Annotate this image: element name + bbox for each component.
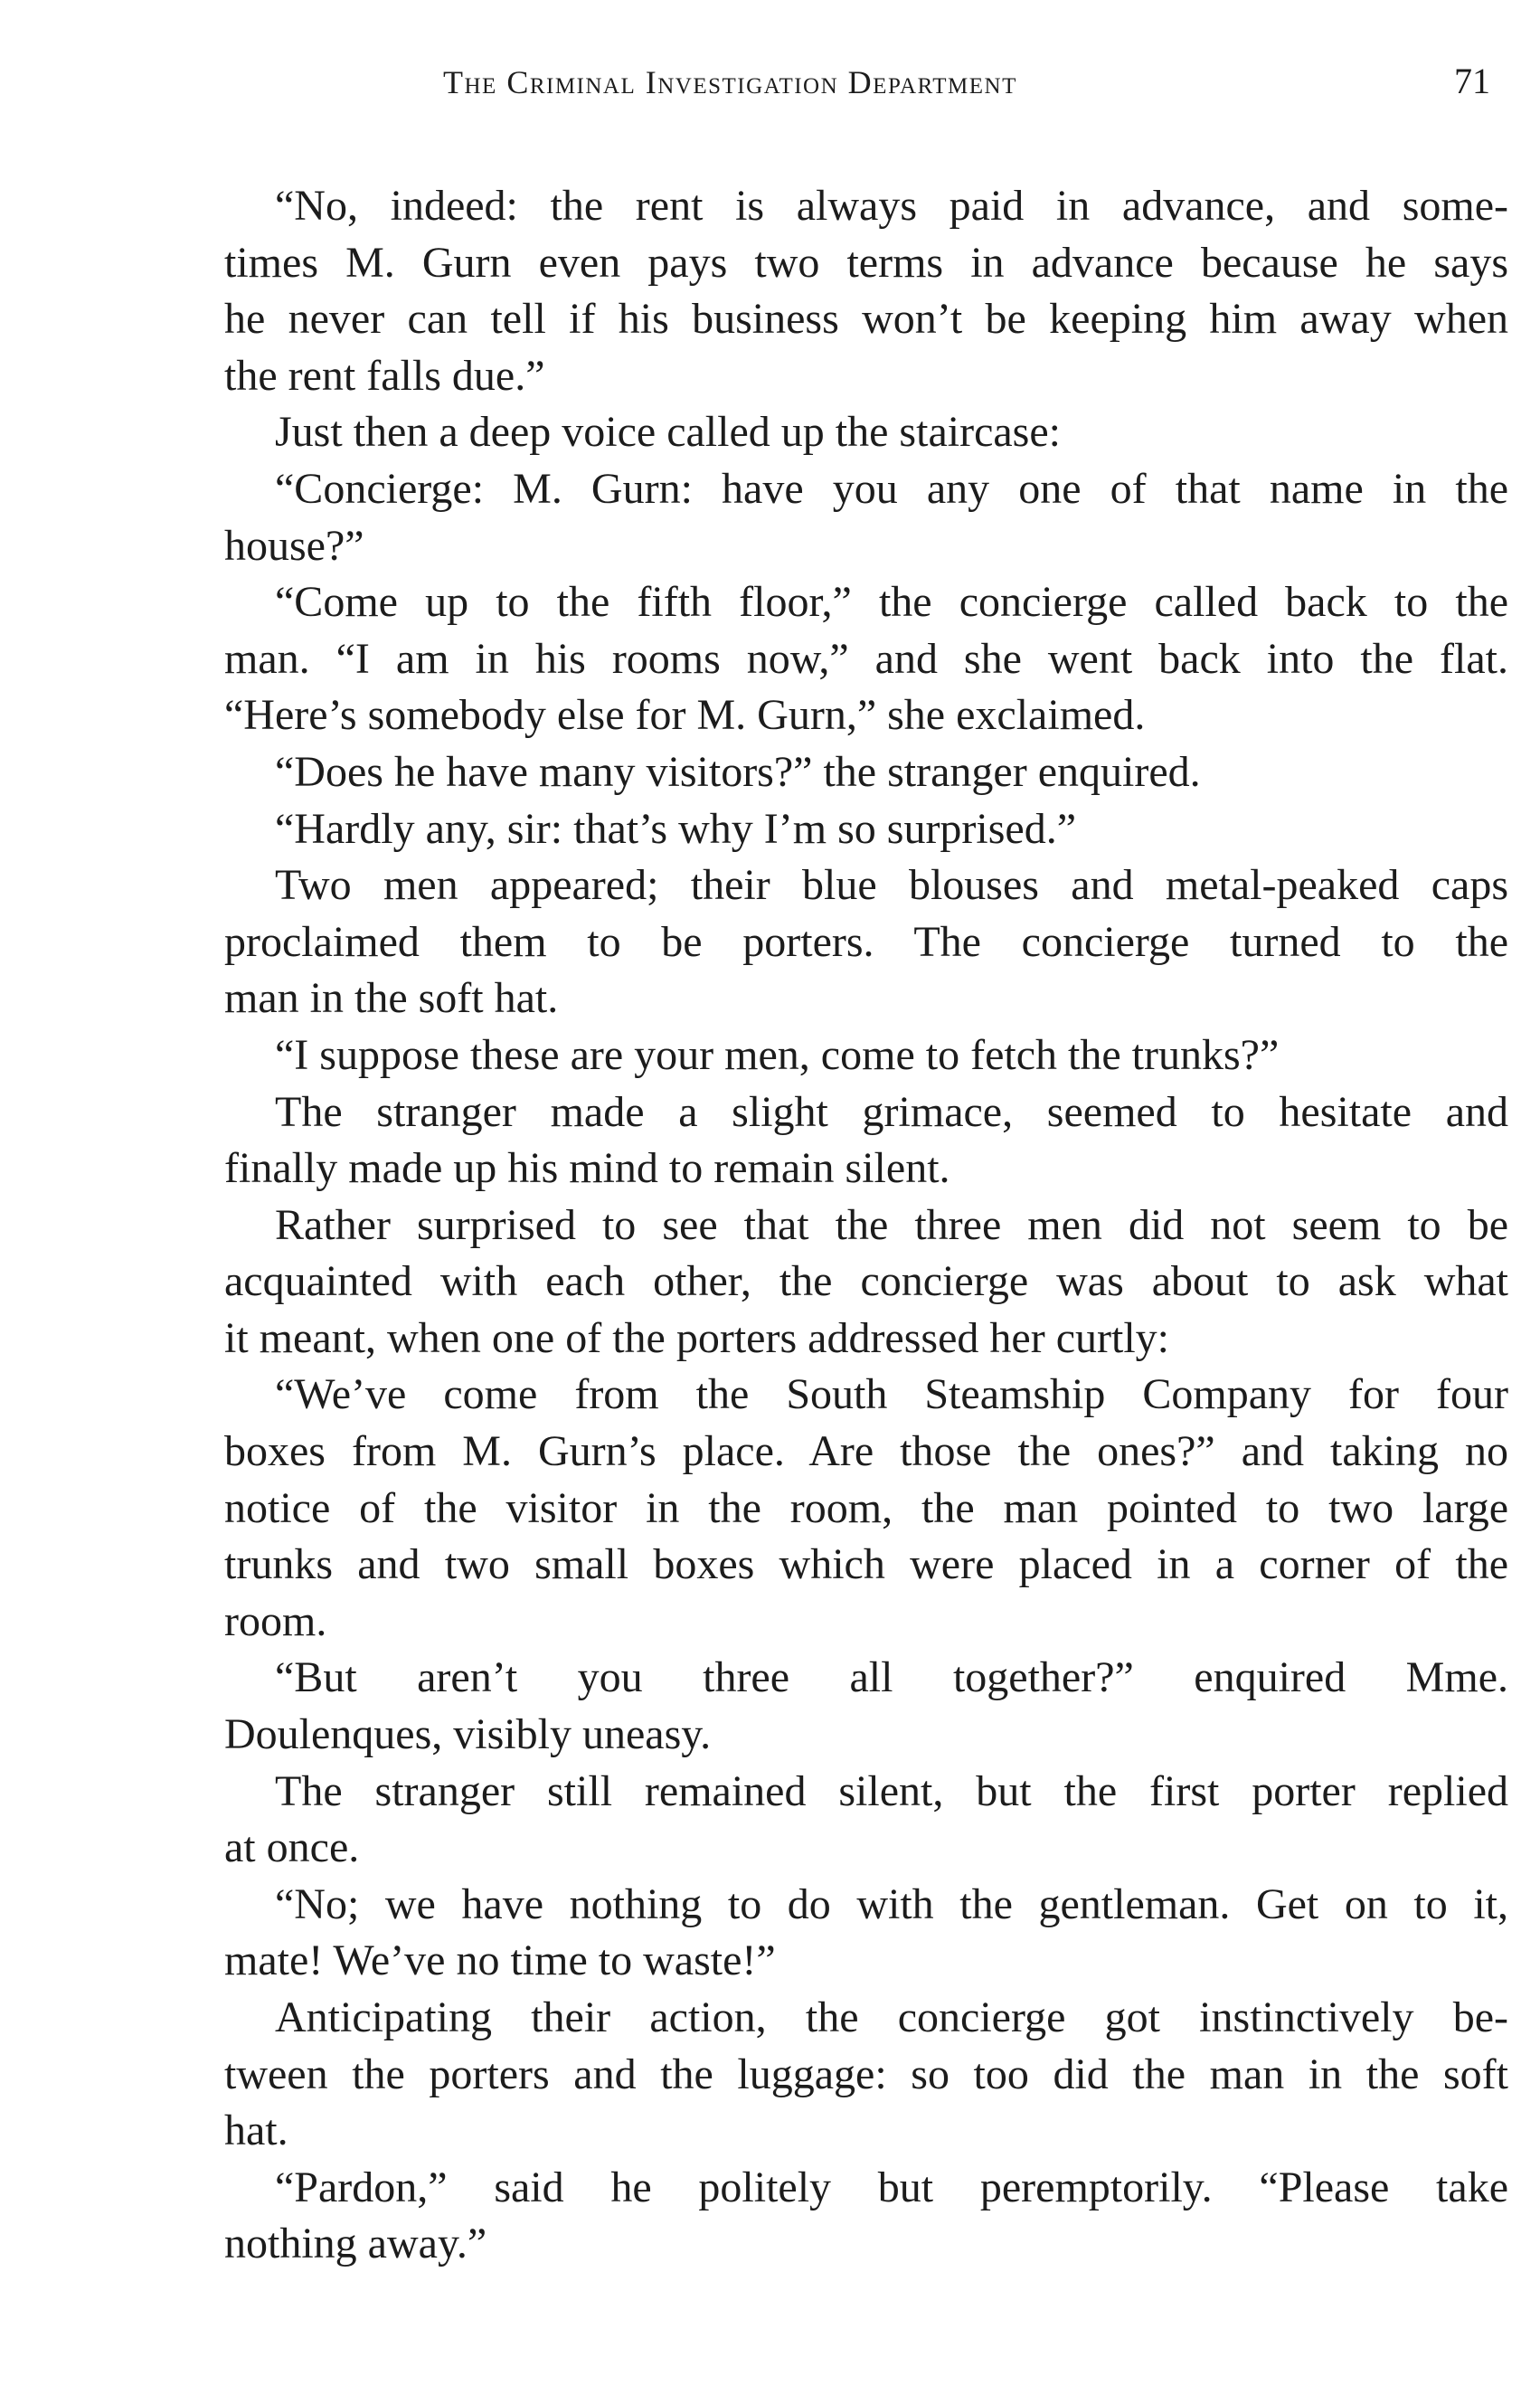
text-line: “Hardly any, sir: that’s why I’m so surprised.” [275, 804, 1077, 853]
text-line: “I suppose these are your men, come to fetch the trunks?” [275, 1030, 1280, 1079]
text-line: “No; we have nothing to do with the gentleman. Get on to it, [275, 1879, 1508, 1928]
text-line: Just then a deep voice called up the staircase: [275, 408, 1061, 457]
text-line: hat. [224, 2106, 288, 2155]
text-line: boxes from M. Gurn’s place. Are those the ones?” and taking no [224, 1427, 1508, 1476]
text-line: Anticipating their action, the concierge got instinctively be- [275, 1993, 1508, 2041]
text-line: he never can tell if his business won’t be keeping him away when [224, 295, 1508, 344]
text-line: Two men appeared; their blue blouses and metal-peaked caps [275, 861, 1508, 910]
text-line: “We’ve come from the South Steamship Company for four [275, 1370, 1508, 1419]
text-line: it meant, when one of the porters addressed her curtly: [224, 1313, 1169, 1362]
text-line: “Come up to the fifth floor,” the concierge called back to the [275, 578, 1508, 627]
text-line: “Here’s somebody else for M. Gurn,” she exclaimed. [224, 691, 1146, 740]
body-text [224, 178, 1508, 2273]
text-line: house?” [224, 521, 364, 570]
text-line: “Pardon,” said he politely but peremptorily. “Please take [275, 2163, 1508, 2211]
text-line: man. “I am in his rooms now,” and she went back into the flat. [224, 634, 1508, 683]
text-line: mate! We’ve no time to waste!” [224, 1936, 776, 1985]
text-line: the rent falls due.” [224, 351, 545, 400]
text-line: The stranger still remained silent, but the first porter replied [275, 1766, 1508, 1815]
text-line: at once. [224, 1823, 360, 1872]
text-line: acquainted with each other, the concierge was about to ask what [224, 1257, 1508, 1306]
text-line: room. [224, 1596, 327, 1645]
text-line: man in the soft hat. [224, 974, 559, 1023]
text-line: Doulenques, visibly uneasy. [224, 1710, 712, 1759]
running-head: The Criminal Investigation Department [443, 64, 1017, 100]
text-line: “Concierge: M. Gurn: have you any one of that name in the [275, 464, 1508, 513]
text-line: “But aren’t you three all together?” enquired Mme. [275, 1653, 1508, 1702]
text-line: The stranger made a slight grimace, seemed to hesitate and [275, 1087, 1508, 1136]
text-line: tween the porters and the luggage: so too did the man in the soft [224, 2049, 1508, 2098]
text-line: nothing away.” [224, 2220, 487, 2268]
text-line: “No, indeed: the rent is always paid in advance, and some- [275, 182, 1508, 230]
text-line: trunks and two small boxes which were placed in a corner of the [224, 1540, 1508, 1589]
text-line: notice of the visitor in the room, the man pointed to two large [224, 1483, 1508, 1532]
text-line: finally made up his mind to remain silent. [224, 1144, 950, 1193]
page-number: 71 [1454, 61, 1490, 101]
text-line: proclaimed them to be porters. The concierge turned to the [224, 917, 1508, 966]
text-line: Rather surprised to see that the three men did not seem to be [275, 1200, 1508, 1249]
text-line: times M. Gurn even pays two terms in advance because he says [224, 238, 1508, 287]
text-line: “Does he have many visitors?” the stranger enquired. [275, 747, 1201, 796]
